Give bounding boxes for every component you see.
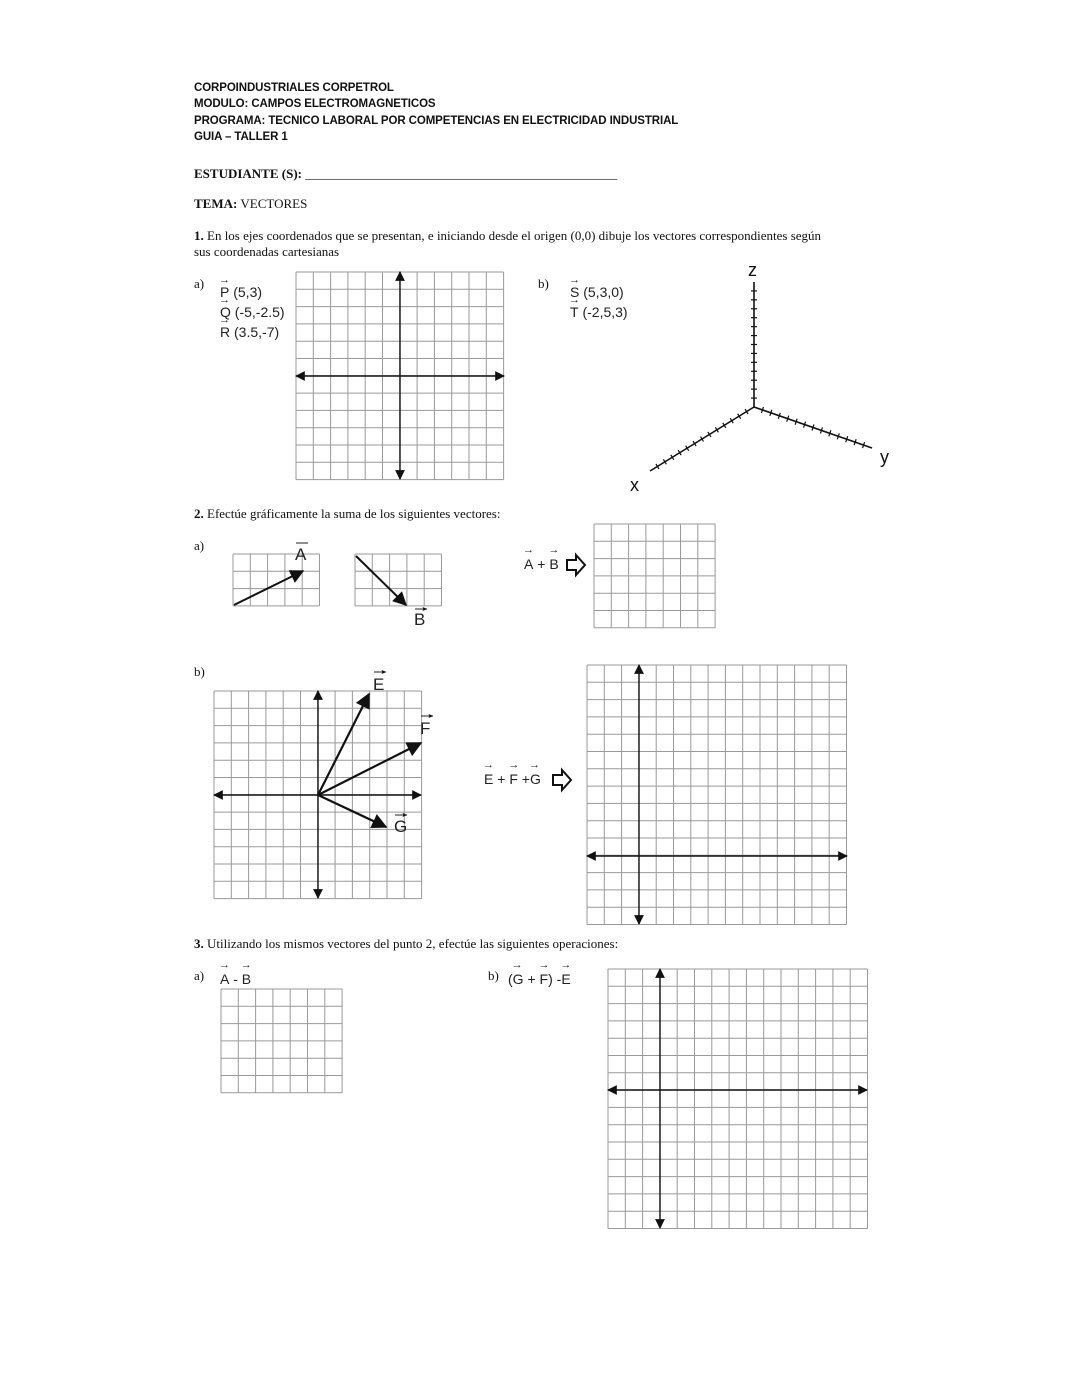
q2b-operation [484,771,541,787]
vector-g-label: G [394,817,408,836]
op-g: → G [513,971,524,987]
student-name-line[interactable]: ________________________________________________ [305,166,618,181]
vector-q-coords: (-5,-2.5) [234,304,285,320]
vector-q-name: → Q [220,302,231,322]
q1b-letter: b) [538,276,549,291]
vector-r-name: → R [220,322,230,342]
q2b-letter: b) [194,664,205,679]
op-plus: + [537,556,546,572]
q2a-letter: a) [194,538,205,553]
q2a-operation [524,556,559,572]
q1b-3d-axes[interactable] [650,282,872,471]
op-e: → E [484,771,493,787]
op-b: → B [242,971,251,987]
op-f: → F [509,771,518,787]
vector-s-name: → S [570,282,579,302]
student-label: ESTUDIANTE (S): [194,166,302,181]
vector-r-coords: (3.5,-7) [234,324,280,340]
vector-p-name: → P [220,282,229,302]
op-b: → B [549,556,558,572]
op-e: → E [561,971,570,987]
implies-arrow-icon [567,555,585,575]
grid-q2b-sum[interactable] [587,665,847,925]
op-f: → F [540,971,549,987]
topic-value: VECTORES [240,196,308,211]
q3-text: Utilizando los mismos vectores del punto 2, efectúe las siguientes operaciones: [207,936,619,951]
q1a-letter: a) [194,276,205,291]
q3a-operation [220,971,251,987]
op-close-minus: ) - [548,971,562,987]
op-g: → G [530,771,541,787]
vector-p-coords: (5,3) [233,284,263,300]
q1-text-cont: sus coordenadas cartesianas [194,244,340,259]
q3b-letter: b) [488,968,499,983]
vector-s-coords: (5,3,0) [583,284,624,300]
vector-t-name: → T [570,302,579,322]
program-name: PROGRAMA: TECNICO LABORAL POR COMPETENCIAS EN ELECTRICIDAD INDUSTRIAL [194,115,679,127]
guide-title: GUIA – TALLER 1 [194,131,288,143]
grid-q2a-sum[interactable] [594,524,715,628]
op-plus: + [527,971,536,987]
vector-e-label: E [373,675,385,694]
module-name: MODULO: CAMPOS ELECTROMAGNETICOS [194,98,436,110]
op-minus: - [233,971,238,987]
q3a-letter: a) [194,968,205,983]
topic-label: TEMA: [194,196,238,211]
vector-a-label: A [295,545,307,564]
q1-number: 1. [194,228,204,243]
vector-e-arrow [318,694,369,795]
vector-b-label: B [414,610,426,629]
y-axis-label: y [880,447,889,467]
op-a: → A [524,556,533,572]
op-a: → A [220,971,229,987]
implies-arrow-icon-2 [553,770,571,790]
op-plus-1: + [497,771,506,787]
op-open-paren: ( [508,971,513,987]
vector-b-arrow [356,556,406,605]
grid-q3a[interactable] [221,989,342,1093]
x-axis-label: x [630,475,639,495]
institution-name: CORPOINDUSTRIALES CORPETROL [194,82,394,94]
vector-f-label: F [420,719,431,738]
q3-number: 3. [194,936,204,951]
q3b-operation [508,971,571,987]
q2-text: Efectúe gráficamente la suma de los siguientes vectores: [207,506,501,521]
q1-text: En los ejes coordenados que se presentan, e iniciando desde el origen (0,0) dibuje los vectores correspondientes según [207,228,822,243]
q2-number: 2. [194,506,204,521]
z-axis-label: z [748,260,757,280]
vector-a-arrow [234,571,303,605]
vector-t-coords: (-2,5,3) [582,304,628,320]
grid-q3b[interactable] [608,969,868,1229]
op-plus-2: + [521,771,530,787]
